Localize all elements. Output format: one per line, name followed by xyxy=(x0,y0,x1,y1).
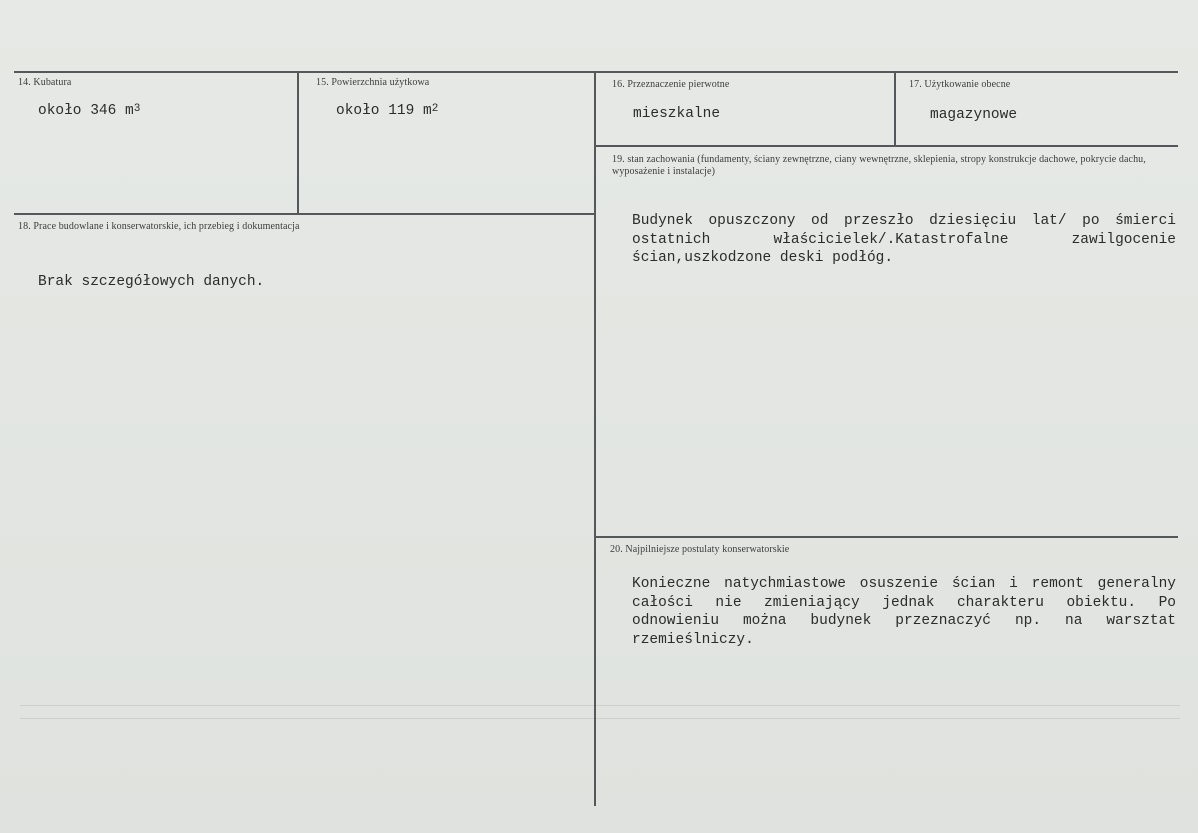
rule-under-16-17 xyxy=(596,145,1178,147)
field-17-value: magazynowe xyxy=(930,107,1018,123)
field-15-exponent: 2 xyxy=(431,103,439,115)
field-19-value: Budynek opuszczony od przeszło dziesięciu lat/ po śmierci ostatnich właścicielek/.Katastrofalne zawilgocenie ścian,uszkodzone deski podłóg. xyxy=(632,213,1176,266)
divider-14-15 xyxy=(297,72,299,214)
field-14-text: około 346 m xyxy=(38,103,134,119)
center-divider xyxy=(594,72,596,806)
field-15-label: 15. Powierzchnia użytkowa xyxy=(316,77,430,88)
top-rule xyxy=(14,71,1178,73)
field-15-text: około 119 m xyxy=(336,103,432,119)
field-20-value: Konieczne natychmiastowe osuszenie ścian i remont generalny całości nie zmieniający jednak charakteru obiektu. Po odnowieniu można budynek przeznaczyć np. na warsztat rzemieślniczy. xyxy=(632,576,1176,648)
rule-under-14-15 xyxy=(14,213,594,215)
divider-16-17 xyxy=(894,72,896,146)
field-16-label: 16. Przeznaczenie pierwotne xyxy=(612,79,730,90)
field-17-label: 17. Użytkowanie obecne xyxy=(909,79,1011,90)
bleed-through-line xyxy=(20,705,1180,706)
field-18-value: Brak szczegółowych danych. xyxy=(38,274,265,290)
field-19-label: 19. stan zachowania (fundamenty, ściany zewnętrzne, ciany wewnętrzne, sklepienia, stropy konstrukcje dachowe, pokrycie dachu, wyposażenie i instalacje) xyxy=(612,154,1146,177)
field-20-label: 20. Najpilniejsze postulaty konserwatorskie xyxy=(610,544,790,555)
bleed-through-line xyxy=(20,718,1180,719)
field-14-label: 14. Kubatura xyxy=(18,77,72,88)
rule-above-20 xyxy=(596,536,1178,538)
field-14-value xyxy=(38,102,140,122)
field-18-label: 18. Prace budowlane i konserwatorskie, ich przebieg i dokumentacja xyxy=(18,221,300,232)
field-16-value: mieszkalne xyxy=(633,106,721,122)
field-14-exponent: 3 xyxy=(133,103,141,115)
field-15-value xyxy=(336,102,438,122)
